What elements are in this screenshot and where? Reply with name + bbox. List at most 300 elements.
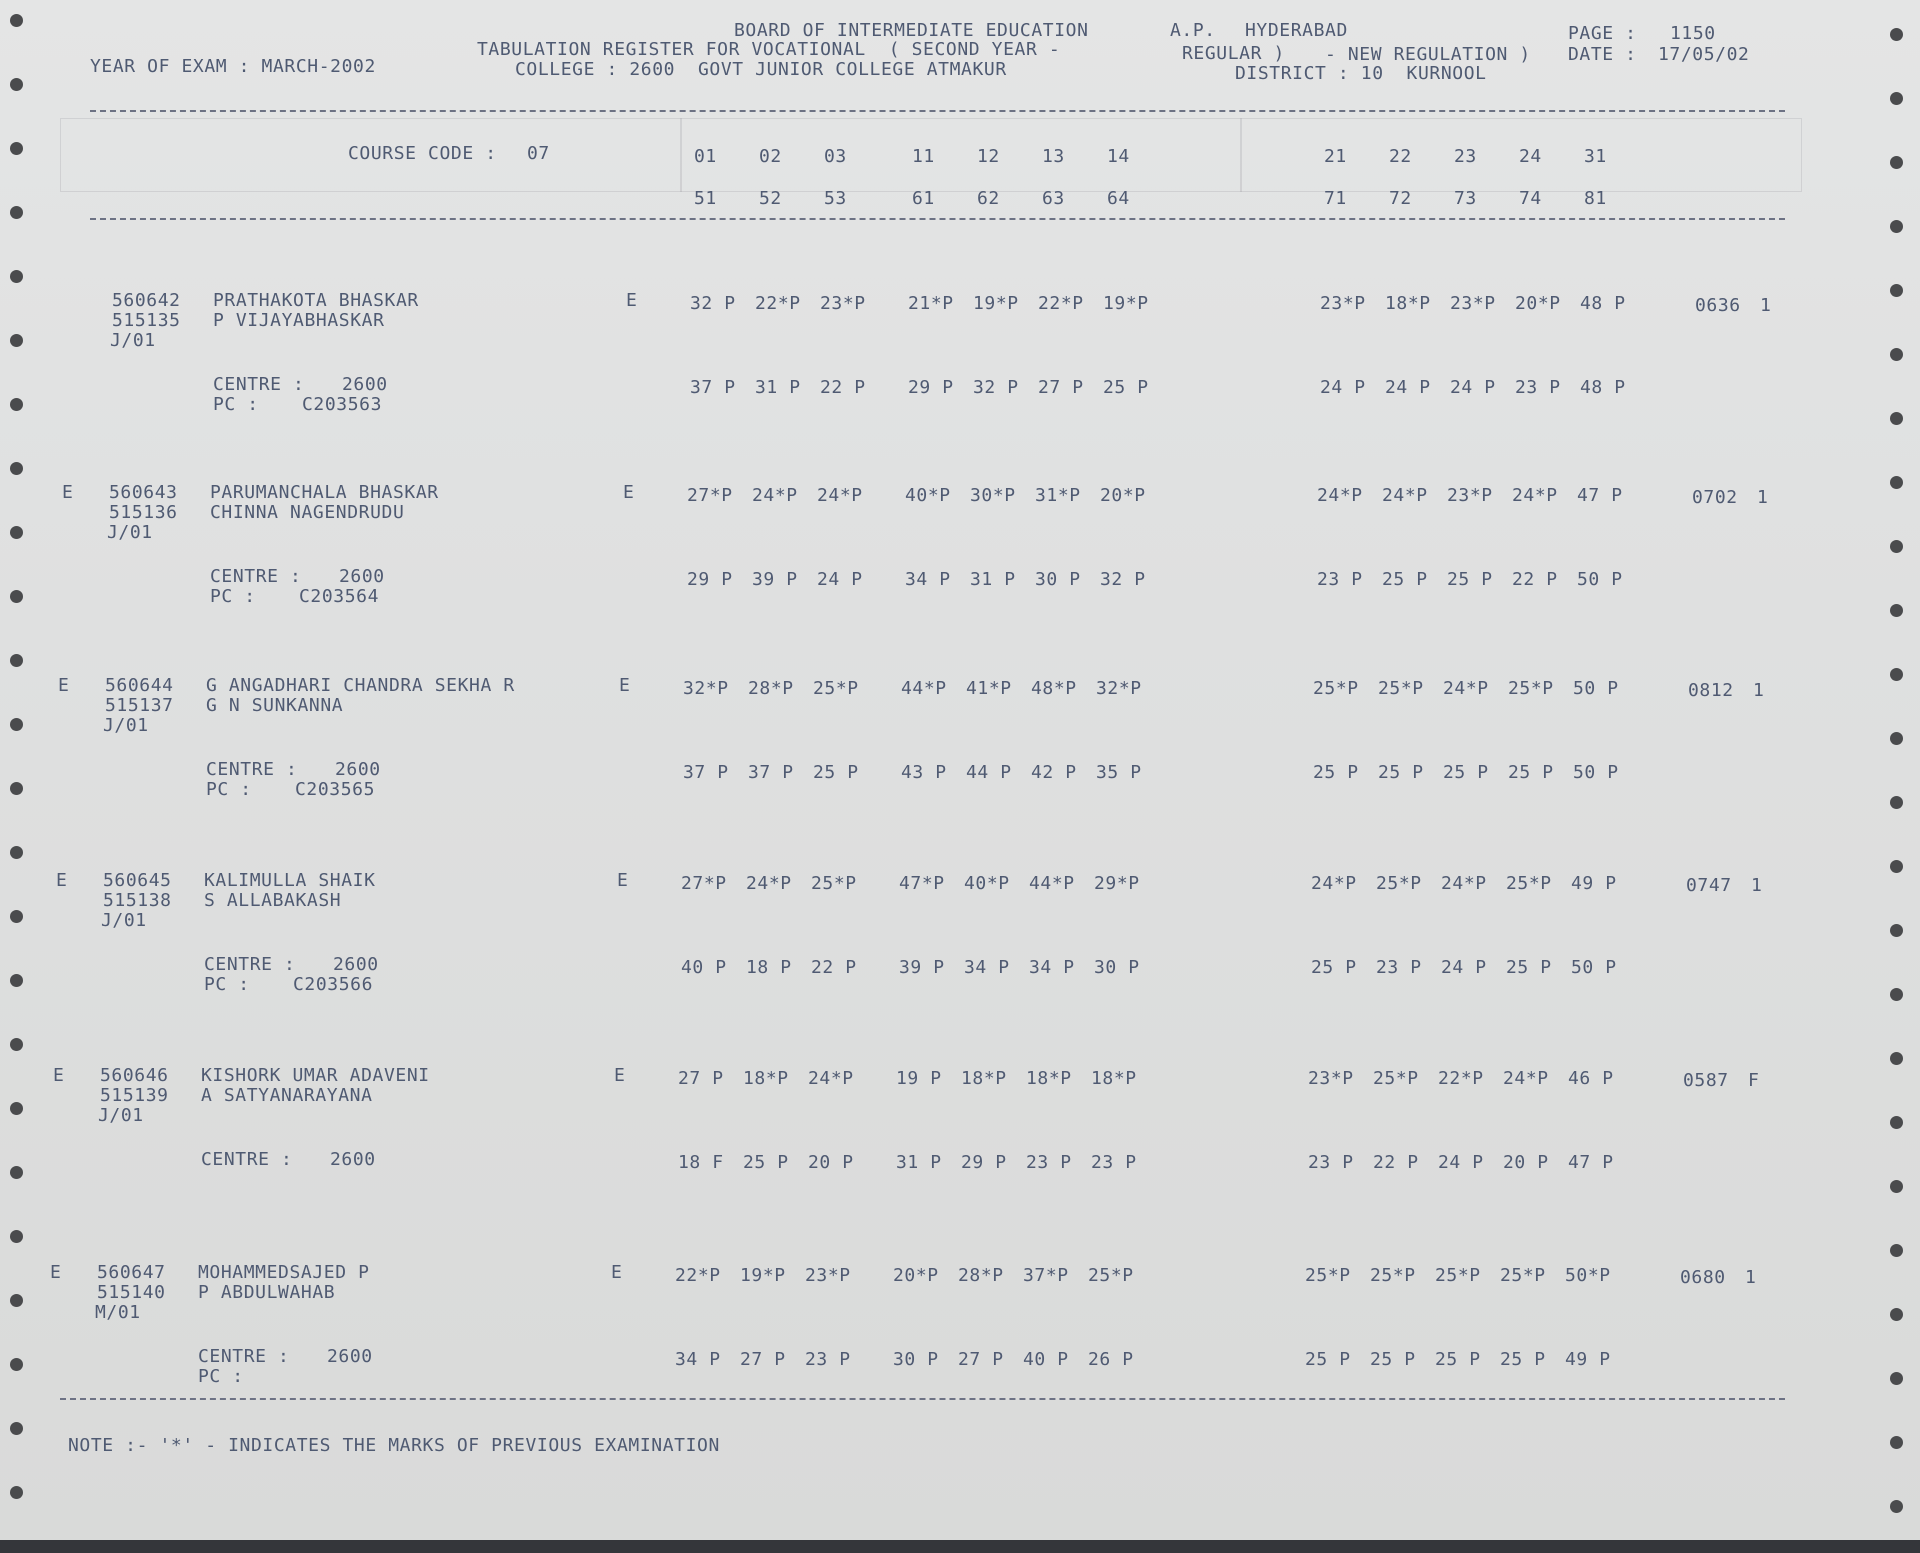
marks-second-year: 34 P xyxy=(1029,957,1075,978)
feed-hole xyxy=(1890,348,1903,361)
column-code: 24 xyxy=(1519,146,1542,167)
result-code: F xyxy=(1748,1070,1760,1091)
marks-first-year: 32 P xyxy=(690,293,736,314)
result-code: 1 xyxy=(1757,487,1769,508)
marks-first-year: 23*P xyxy=(1447,485,1493,506)
marks-second-year: 34 P xyxy=(675,1349,721,1370)
marks-second-year: 18 P xyxy=(746,957,792,978)
feed-hole xyxy=(10,334,23,347)
marks-second-year: 24 P xyxy=(1438,1152,1484,1173)
column-code: 02 xyxy=(759,146,782,167)
feed-hole xyxy=(10,270,23,283)
marks-first-year: 25*P xyxy=(1435,1265,1481,1286)
marks-second-year: 32 P xyxy=(1100,569,1146,590)
pc-code: C203565 xyxy=(295,779,376,800)
flag-marker: E xyxy=(58,675,70,696)
marks-second-year: 50 P xyxy=(1571,957,1617,978)
marks-first-year: 22*P xyxy=(675,1265,721,1286)
marks-second-year: 20 P xyxy=(808,1152,854,1173)
marks-first-year: 25*P xyxy=(1508,678,1554,699)
marks-second-year: 24 P xyxy=(1450,377,1496,398)
marks-first-year: 48 P xyxy=(1580,293,1626,314)
column-code: 74 xyxy=(1519,188,1542,209)
marks-first-year: 25*P xyxy=(813,678,859,699)
pc-code: C203564 xyxy=(299,586,380,607)
feed-hole xyxy=(1890,92,1903,105)
marks-second-year: 25 P xyxy=(1443,762,1489,783)
marks-second-year: 37 P xyxy=(748,762,794,783)
centre-code: 2600 xyxy=(327,1346,373,1367)
college-label: COLLEGE : 2600 GOVT JUNIOR COLLEGE ATMAKUR xyxy=(515,59,1007,80)
marks-second-year: 30 P xyxy=(1094,957,1140,978)
marks-first-year: 44*P xyxy=(901,678,947,699)
column-code: 52 xyxy=(759,188,782,209)
feed-hole xyxy=(1890,220,1903,233)
category-code: J/01 xyxy=(103,715,149,736)
marks-first-year: 24*P xyxy=(1512,485,1558,506)
marks-first-year: 50 P xyxy=(1573,678,1619,699)
column-code: 03 xyxy=(824,146,847,167)
marks-second-year: 22 P xyxy=(1373,1152,1419,1173)
column-code: 14 xyxy=(1107,146,1130,167)
column-code: 23 xyxy=(1454,146,1477,167)
marks-second-year: 24 P xyxy=(1441,957,1487,978)
marks-second-year: 34 P xyxy=(964,957,1010,978)
flag-marker: E xyxy=(53,1065,65,1086)
total-marks: 0680 xyxy=(1680,1267,1726,1288)
marks-second-year: 31 P xyxy=(755,377,801,398)
marks-first-year: 24*P xyxy=(808,1068,854,1089)
feed-hole xyxy=(1890,1244,1903,1257)
flag-marker: E xyxy=(56,870,68,891)
regulation-label: - NEW REGULATION ) xyxy=(1325,44,1531,65)
header-rule xyxy=(90,110,1785,112)
feed-hole xyxy=(10,1358,23,1371)
column-code: 11 xyxy=(912,146,935,167)
marks-second-year: 43 P xyxy=(901,762,947,783)
candidate-name: G ANGADHARI CHANDRA SEKHA R xyxy=(206,675,515,696)
feed-hole xyxy=(1890,988,1903,1001)
marks-first-year: 23*P xyxy=(820,293,866,314)
marks-second-year: 25 P xyxy=(1313,762,1359,783)
marks-second-year: 40 P xyxy=(681,957,727,978)
marks-first-year: 24*P xyxy=(1317,485,1363,506)
regular-label: REGULAR ) xyxy=(1182,43,1285,64)
column-header-rule xyxy=(90,218,1785,220)
candidate-name: KALIMULLA SHAIK xyxy=(204,870,376,891)
marks-second-year: 23 P xyxy=(1091,1152,1137,1173)
marks-second-year: 25 P xyxy=(1103,377,1149,398)
year-of-exam: YEAR OF EXAM : MARCH-2002 xyxy=(90,56,376,77)
marks-first-year: 28*P xyxy=(958,1265,1004,1286)
feed-hole xyxy=(1890,540,1903,553)
marks-second-year: 25 P xyxy=(1370,1349,1416,1370)
hall-ticket-number: 560642 xyxy=(112,290,181,311)
medium-code: E xyxy=(614,1065,626,1086)
feed-hole xyxy=(1890,476,1903,489)
column-code: 62 xyxy=(977,188,1000,209)
column-code: 61 xyxy=(912,188,935,209)
registration-number: 515138 xyxy=(103,890,172,911)
total-marks: 0747 xyxy=(1686,875,1732,896)
marks-first-year: 25*P xyxy=(1378,678,1424,699)
centre-label: CENTRE : xyxy=(204,954,296,975)
pc-label: PC : xyxy=(204,974,250,995)
column-code: 64 xyxy=(1107,188,1130,209)
column-code: 51 xyxy=(694,188,717,209)
column-code: 01 xyxy=(694,146,717,167)
marks-first-year: 24*P xyxy=(1311,873,1357,894)
marks-first-year: 22*P xyxy=(755,293,801,314)
marks-first-year: 23*P xyxy=(1320,293,1366,314)
marks-first-year: 27 P xyxy=(678,1068,724,1089)
feed-hole xyxy=(10,846,23,859)
marks-second-year: 30 P xyxy=(1035,569,1081,590)
registration-number: 515139 xyxy=(100,1085,169,1106)
board-title: BOARD OF INTERMEDIATE EDUCATION xyxy=(734,20,1089,41)
feed-hole xyxy=(10,398,23,411)
marks-second-year: 23 P xyxy=(1515,377,1561,398)
marks-second-year: 27 P xyxy=(1038,377,1084,398)
marks-second-year: 25 P xyxy=(1378,762,1424,783)
marks-second-year: 37 P xyxy=(690,377,736,398)
column-code: 53 xyxy=(824,188,847,209)
marks-second-year: 29 P xyxy=(961,1152,1007,1173)
marks-second-year: 30 P xyxy=(893,1349,939,1370)
marks-second-year: 25 P xyxy=(1311,957,1357,978)
centre-label: CENTRE : xyxy=(210,566,302,587)
feed-hole xyxy=(10,654,23,667)
pc-label: PC : xyxy=(206,779,252,800)
marks-first-year: 24*P xyxy=(752,485,798,506)
feed-hole xyxy=(10,462,23,475)
report-date: 17/05/02 xyxy=(1658,44,1750,65)
flag-marker: E xyxy=(62,482,74,503)
marks-second-year: 50 P xyxy=(1573,762,1619,783)
marks-first-year: 23*P xyxy=(1308,1068,1354,1089)
course-code-label: COURSE CODE : xyxy=(348,143,497,164)
marks-first-year: 24*P xyxy=(1382,485,1428,506)
marks-second-year: 24 P xyxy=(817,569,863,590)
marks-second-year: 23 P xyxy=(1026,1152,1072,1173)
medium-code: E xyxy=(611,1262,623,1283)
category-code: J/01 xyxy=(98,1105,144,1126)
marks-first-year: 40*P xyxy=(905,485,951,506)
page-number: 1150 xyxy=(1670,23,1716,44)
marks-first-year: 41*P xyxy=(966,678,1012,699)
marks-first-year: 25*P xyxy=(1313,678,1359,699)
father-name: CHINNA NAGENDRUDU xyxy=(210,502,405,523)
feed-hole xyxy=(1890,924,1903,937)
marks-first-year: 44*P xyxy=(1029,873,1075,894)
marks-second-year: 27 P xyxy=(740,1349,786,1370)
feed-hole xyxy=(10,718,23,731)
marks-first-year: 29*P xyxy=(1094,873,1140,894)
category-code: J/01 xyxy=(110,330,156,351)
marks-first-year: 49 P xyxy=(1571,873,1617,894)
feed-hole xyxy=(10,526,23,539)
marks-second-year: 25 P xyxy=(1508,762,1554,783)
column-code: 71 xyxy=(1324,188,1347,209)
marks-first-year: 20*P xyxy=(893,1265,939,1286)
candidate-name: PRATHAKOTA BHASKAR xyxy=(213,290,419,311)
marks-first-year: 19*P xyxy=(973,293,1019,314)
marks-first-year: 30*P xyxy=(970,485,1016,506)
feed-hole xyxy=(1890,1308,1903,1321)
marks-first-year: 25*P xyxy=(1506,873,1552,894)
marks-first-year: 19*P xyxy=(740,1265,786,1286)
marks-first-year: 23*P xyxy=(1450,293,1496,314)
feed-hole xyxy=(10,1102,23,1115)
pc-code: C203563 xyxy=(302,394,383,415)
marks-first-year: 25*P xyxy=(811,873,857,894)
column-code: 73 xyxy=(1454,188,1477,209)
register-title: TABULATION REGISTER FOR VOCATIONAL ( SECOND YEAR - xyxy=(477,39,1061,60)
marks-second-year: 47 P xyxy=(1568,1152,1614,1173)
father-name: S ALLABAKASH xyxy=(204,890,342,911)
marks-second-year: 26 P xyxy=(1088,1349,1134,1370)
marks-second-year: 25 P xyxy=(1435,1349,1481,1370)
marks-second-year: 22 P xyxy=(811,957,857,978)
marks-second-year: 20 P xyxy=(1503,1152,1549,1173)
marks-first-year: 31*P xyxy=(1035,485,1081,506)
marks-second-year: 23 P xyxy=(805,1349,851,1370)
feed-hole xyxy=(1890,1436,1903,1449)
district-label: DISTRICT : 10 KURNOOL xyxy=(1235,63,1487,84)
centre-code: 2600 xyxy=(342,374,388,395)
centre-code: 2600 xyxy=(339,566,385,587)
category-code: J/01 xyxy=(101,910,147,931)
marks-first-year: 24*P xyxy=(1441,873,1487,894)
marks-second-year: 31 P xyxy=(970,569,1016,590)
feed-hole xyxy=(1890,156,1903,169)
feed-hole xyxy=(10,14,23,27)
flag-marker: E xyxy=(50,1262,62,1283)
marks-first-year: 25*P xyxy=(1305,1265,1351,1286)
feed-hole xyxy=(1890,604,1903,617)
column-code: 13 xyxy=(1042,146,1065,167)
marks-second-year: 39 P xyxy=(752,569,798,590)
marks-first-year: 22*P xyxy=(1038,293,1084,314)
marks-first-year: 25*P xyxy=(1500,1265,1546,1286)
candidate-name: MOHAMMEDSAJED P xyxy=(198,1262,370,1283)
result-code: 1 xyxy=(1745,1267,1757,1288)
marks-second-year: 49 P xyxy=(1565,1349,1611,1370)
feed-hole xyxy=(1890,284,1903,297)
marks-second-year: 25 P xyxy=(1305,1349,1351,1370)
feed-hole xyxy=(10,590,23,603)
page-label: PAGE : xyxy=(1568,23,1637,44)
pc-label: PC : xyxy=(210,586,256,607)
marks-second-year: 24 P xyxy=(1320,377,1366,398)
marks-first-year: 37*P xyxy=(1023,1265,1069,1286)
marks-second-year: 23 P xyxy=(1376,957,1422,978)
column-code: 22 xyxy=(1389,146,1412,167)
marks-first-year: 24*P xyxy=(1503,1068,1549,1089)
result-code: 1 xyxy=(1751,875,1763,896)
marks-first-year: 48*P xyxy=(1031,678,1077,699)
marks-second-year: 35 P xyxy=(1096,762,1142,783)
column-code: 12 xyxy=(977,146,1000,167)
medium-code: E xyxy=(619,675,631,696)
marks-second-year: 40 P xyxy=(1023,1349,1069,1370)
total-marks: 0636 xyxy=(1695,295,1741,316)
feed-hole xyxy=(1890,860,1903,873)
hall-ticket-number: 560644 xyxy=(105,675,174,696)
marks-second-year: 34 P xyxy=(905,569,951,590)
marks-second-year: 27 P xyxy=(958,1349,1004,1370)
feed-hole xyxy=(1890,412,1903,425)
marks-second-year: 39 P xyxy=(899,957,945,978)
marks-second-year: 22 P xyxy=(820,377,866,398)
registration-number: 515140 xyxy=(97,1282,166,1303)
feed-hole xyxy=(10,1486,23,1499)
marks-second-year: 42 P xyxy=(1031,762,1077,783)
feed-hole xyxy=(10,206,23,219)
marks-first-year: 25*P xyxy=(1088,1265,1134,1286)
feed-hole xyxy=(10,974,23,987)
hall-ticket-number: 560646 xyxy=(100,1065,169,1086)
registration-number: 515137 xyxy=(105,695,174,716)
marks-first-year: 27*P xyxy=(681,873,727,894)
marks-second-year: 37 P xyxy=(683,762,729,783)
marks-first-year: 27*P xyxy=(687,485,733,506)
feed-hole xyxy=(10,1294,23,1307)
feed-hole xyxy=(10,910,23,923)
feed-hole xyxy=(1890,732,1903,745)
marks-second-year: 25 P xyxy=(743,1152,789,1173)
marks-second-year: 29 P xyxy=(687,569,733,590)
registration-number: 515135 xyxy=(112,310,181,331)
total-marks: 0812 xyxy=(1688,680,1734,701)
feed-hole xyxy=(1890,28,1903,41)
feed-hole xyxy=(1890,1052,1903,1065)
medium-code: E xyxy=(623,482,635,503)
marks-first-year: 24*P xyxy=(817,485,863,506)
marks-second-year: 48 P xyxy=(1580,377,1626,398)
marks-second-year: 50 P xyxy=(1577,569,1623,590)
feed-hole xyxy=(1890,1116,1903,1129)
marks-first-year: 25*P xyxy=(1373,1068,1419,1089)
result-code: 1 xyxy=(1753,680,1765,701)
marks-first-year: 20*P xyxy=(1515,293,1561,314)
hall-ticket-number: 560645 xyxy=(103,870,172,891)
feed-hole xyxy=(1890,668,1903,681)
centre-label: CENTRE : xyxy=(213,374,305,395)
feed-hole xyxy=(10,142,23,155)
marks-first-year: 18*P xyxy=(1385,293,1431,314)
hall-ticket-number: 560647 xyxy=(97,1262,166,1283)
feed-hole xyxy=(10,1166,23,1179)
marks-first-year: 18*P xyxy=(1091,1068,1137,1089)
pc-code: C203566 xyxy=(293,974,374,995)
marks-first-year: 40*P xyxy=(964,873,1010,894)
feed-hole xyxy=(1890,1500,1903,1513)
total-marks: 0702 xyxy=(1692,487,1738,508)
medium-code: E xyxy=(617,870,629,891)
desk-background xyxy=(0,1540,1920,1553)
date-label: DATE : xyxy=(1568,44,1637,65)
city-label: HYDERABAD xyxy=(1245,20,1348,41)
centre-code: 2600 xyxy=(333,954,379,975)
father-name: A SATYANARAYANA xyxy=(201,1085,373,1106)
feed-hole xyxy=(10,78,23,91)
father-name: P ABDULWAHAB xyxy=(198,1282,336,1303)
course-code: 07 xyxy=(527,143,550,164)
marks-first-year: 32*P xyxy=(1096,678,1142,699)
marks-second-year: 44 P xyxy=(966,762,1012,783)
centre-label: CENTRE : xyxy=(201,1149,293,1170)
column-code: 31 xyxy=(1584,146,1607,167)
marks-first-year: 21*P xyxy=(908,293,954,314)
marks-first-year: 18*P xyxy=(961,1068,1007,1089)
marks-first-year: 18*P xyxy=(1026,1068,1072,1089)
marks-first-year: 47 P xyxy=(1577,485,1623,506)
marks-first-year: 24*P xyxy=(1443,678,1489,699)
marks-second-year: 18 F xyxy=(678,1152,724,1173)
pc-label: PC : xyxy=(213,394,259,415)
state-label: A.P. xyxy=(1170,20,1216,41)
feed-hole xyxy=(10,782,23,795)
marks-first-year: 25*P xyxy=(1376,873,1422,894)
marks-first-year: 32*P xyxy=(683,678,729,699)
column-code: 63 xyxy=(1042,188,1065,209)
marks-first-year: 20*P xyxy=(1100,485,1146,506)
marks-second-year: 22 P xyxy=(1512,569,1558,590)
marks-first-year: 23*P xyxy=(805,1265,851,1286)
marks-first-year: 50*P xyxy=(1565,1265,1611,1286)
marks-second-year: 23 P xyxy=(1317,569,1363,590)
centre-code: 2600 xyxy=(330,1149,376,1170)
category-code: M/01 xyxy=(95,1302,141,1323)
marks-second-year: 25 P xyxy=(1500,1349,1546,1370)
marks-second-year: 29 P xyxy=(908,377,954,398)
centre-label: CENTRE : xyxy=(206,759,298,780)
medium-code: E xyxy=(626,290,638,311)
candidate-name: KISHORK UMAR ADAVENI xyxy=(201,1065,430,1086)
marks-first-year: 22*P xyxy=(1438,1068,1484,1089)
marks-second-year: 23 P xyxy=(1308,1152,1354,1173)
marks-first-year: 19 P xyxy=(896,1068,942,1089)
total-marks: 0587 xyxy=(1683,1070,1729,1091)
marks-first-year: 47*P xyxy=(899,873,945,894)
feed-hole xyxy=(10,1422,23,1435)
candidate-name: PARUMANCHALA BHASKAR xyxy=(210,482,439,503)
marks-first-year: 25*P xyxy=(1370,1265,1416,1286)
registration-number: 515136 xyxy=(109,502,178,523)
footnote: NOTE :- '*' - INDICATES THE MARKS OF PREVIOUS EXAMINATION xyxy=(68,1435,720,1456)
marks-second-year: 32 P xyxy=(973,377,1019,398)
feed-hole xyxy=(10,1038,23,1051)
marks-first-year: 18*P xyxy=(743,1068,789,1089)
hall-ticket-number: 560643 xyxy=(109,482,178,503)
feed-hole xyxy=(1890,796,1903,809)
pc-label: PC : xyxy=(198,1366,244,1387)
marks-second-year: 24 P xyxy=(1385,377,1431,398)
marks-second-year: 25 P xyxy=(1506,957,1552,978)
father-name: P VIJAYABHASKAR xyxy=(213,310,385,331)
marks-first-year: 19*P xyxy=(1103,293,1149,314)
marks-first-year: 24*P xyxy=(746,873,792,894)
footer-rule xyxy=(60,1398,1785,1400)
marks-first-year: 46 P xyxy=(1568,1068,1614,1089)
result-code: 1 xyxy=(1760,295,1772,316)
column-code: 21 xyxy=(1324,146,1347,167)
centre-label: CENTRE : xyxy=(198,1346,290,1367)
marks-second-year: 25 P xyxy=(1447,569,1493,590)
feed-hole xyxy=(1890,1372,1903,1385)
feed-hole xyxy=(10,1230,23,1243)
